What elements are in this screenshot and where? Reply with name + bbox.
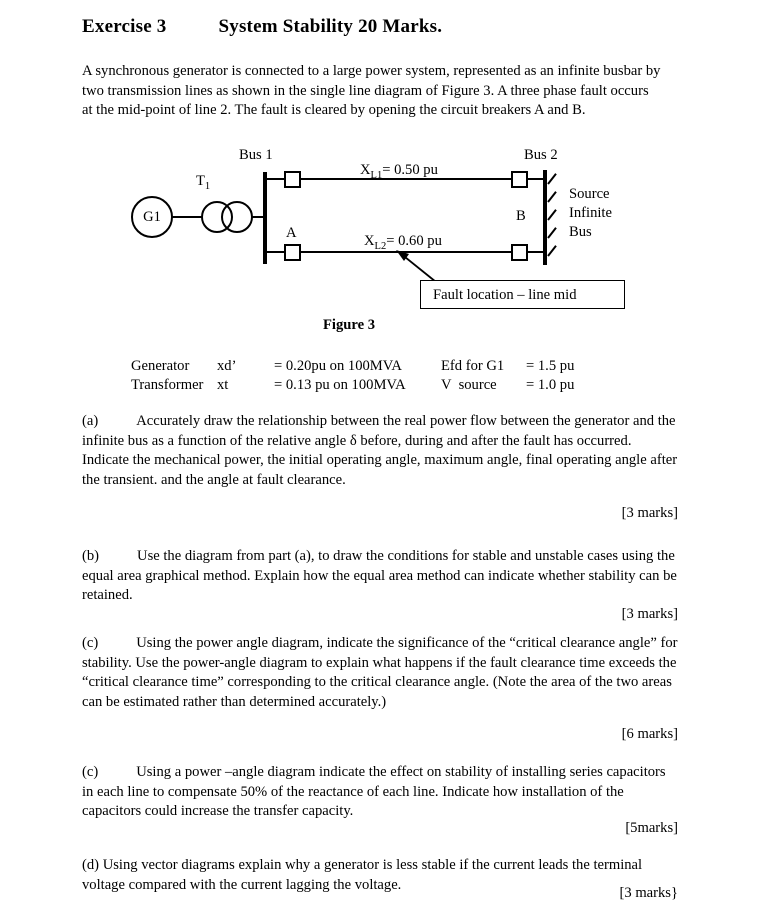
param-right-value: = 1.5 pu bbox=[526, 358, 575, 374]
question-a-marks: [3 marks] bbox=[621, 505, 678, 521]
fault-pointer-arrow bbox=[0, 145, 776, 345]
question-d-text: (d) bbox=[82, 857, 100, 873]
parameter-table bbox=[131, 357, 574, 395]
question-d-marks: [3 marks} bbox=[619, 885, 678, 901]
question-a bbox=[82, 412, 678, 490]
page-title bbox=[82, 16, 442, 38]
question-c1-marks: [6 marks] bbox=[621, 726, 678, 742]
param-right-label: Efd for G1 bbox=[441, 358, 505, 374]
table-row bbox=[131, 357, 574, 376]
figure-caption: Figure 3 bbox=[323, 317, 376, 333]
question-c1-text: Using the power angle diagram, indicate the significance of the “critical clearance angle” for stability. Use the power-angle diagram to explain what happens if the fault clearance time exceeds the “critical clearance time” corresponding to the critical clearance angle. (Note the area of the two areas can be estimated rather than determined accurately.) bbox=[82, 635, 678, 710]
line2-x-symbol: X bbox=[364, 233, 375, 249]
breaker-a-label: A bbox=[286, 225, 297, 241]
line2-x-value: = 0.60 pu bbox=[386, 233, 442, 249]
line2-x-subscript: L2 bbox=[374, 240, 387, 252]
breaker-b-label: B bbox=[516, 208, 526, 224]
question-c2-marks: [5marks] bbox=[625, 820, 678, 836]
generator-label: G1 bbox=[143, 209, 161, 225]
exercise-title: System Stability 20 Marks. bbox=[218, 16, 443, 37]
question-c1 bbox=[82, 634, 678, 712]
source-label-line1: Source bbox=[569, 186, 610, 202]
question-a-tag: (a) bbox=[82, 413, 99, 429]
question-c2-tag: (c) bbox=[82, 764, 99, 780]
param-value: = 0.20pu on 100MVA bbox=[274, 358, 402, 374]
question-a-text: Accurately draw the relationship between the real power flow between the generator and the infinite bus as a function of the relative angle δ before, during and after the fault has occurred. Indicate the mechanical power, the initial operating angle, maximum angle, final operating angle after the transient. and the angle at fault clearance. bbox=[82, 413, 678, 488]
question-d-body: Using vector diagrams explain why a generator is less stable if the current leads the terminal voltage compared with the current lagging the voltage. bbox=[82, 857, 643, 893]
question-c1-tag: (c) bbox=[82, 635, 99, 651]
question-b-marks: [3 marks] bbox=[621, 606, 678, 622]
line1-x-value: = 0.50 pu bbox=[382, 162, 438, 178]
transformer-subscript: 1 bbox=[204, 180, 211, 192]
line1-x-symbol: X bbox=[360, 162, 371, 178]
question-b-text: Use the diagram from part (a), to draw the conditions for stable and unstable cases using the equal area graphical method. Explain how the equal area method can indicate whether stability can be retained. bbox=[82, 548, 677, 604]
source-label-line3: Bus bbox=[569, 224, 592, 240]
question-c2 bbox=[82, 763, 678, 822]
bus2-label: Bus 2 bbox=[524, 147, 558, 163]
intro-paragraph: A synchronous generator is connected to a large power system, represented as an infinite busbar by two transmission lines as shown in the single line diagram of Figure 3. A three phase fault occurs at the mid-point of line 2. The fault is cleared by opening the circuit breakers A and B. bbox=[82, 63, 661, 119]
param-right-label: V source bbox=[441, 377, 497, 393]
line1-x-subscript: L1 bbox=[370, 169, 383, 181]
table-row bbox=[131, 376, 574, 395]
exercise-number: Exercise 3 bbox=[82, 16, 167, 37]
param-symbol: xd’ bbox=[217, 358, 237, 374]
source-label-line2: Infinite bbox=[569, 205, 612, 221]
question-c2-text: Using a power –angle diagram indicate the effect on stability of installing series capacitors in each line to compensate 50% of the reactance of each line. Indicate how installation of the capacitors could increase the transfer capacity. bbox=[82, 764, 666, 820]
fault-location-box: Fault location – line mid bbox=[420, 280, 625, 309]
bus1-label: Bus 1 bbox=[239, 147, 273, 163]
single-line-diagram bbox=[0, 145, 776, 345]
param-component: Generator bbox=[131, 358, 190, 374]
param-value: = 0.13 pu on 100MVA bbox=[274, 377, 406, 393]
question-b bbox=[82, 547, 678, 606]
param-right-value: = 1.0 pu bbox=[526, 377, 575, 393]
transformer-symbol: T bbox=[196, 173, 205, 189]
question-b-tag: (b) bbox=[82, 548, 100, 564]
param-symbol: xt bbox=[217, 377, 229, 393]
param-component: Transformer bbox=[131, 377, 204, 393]
